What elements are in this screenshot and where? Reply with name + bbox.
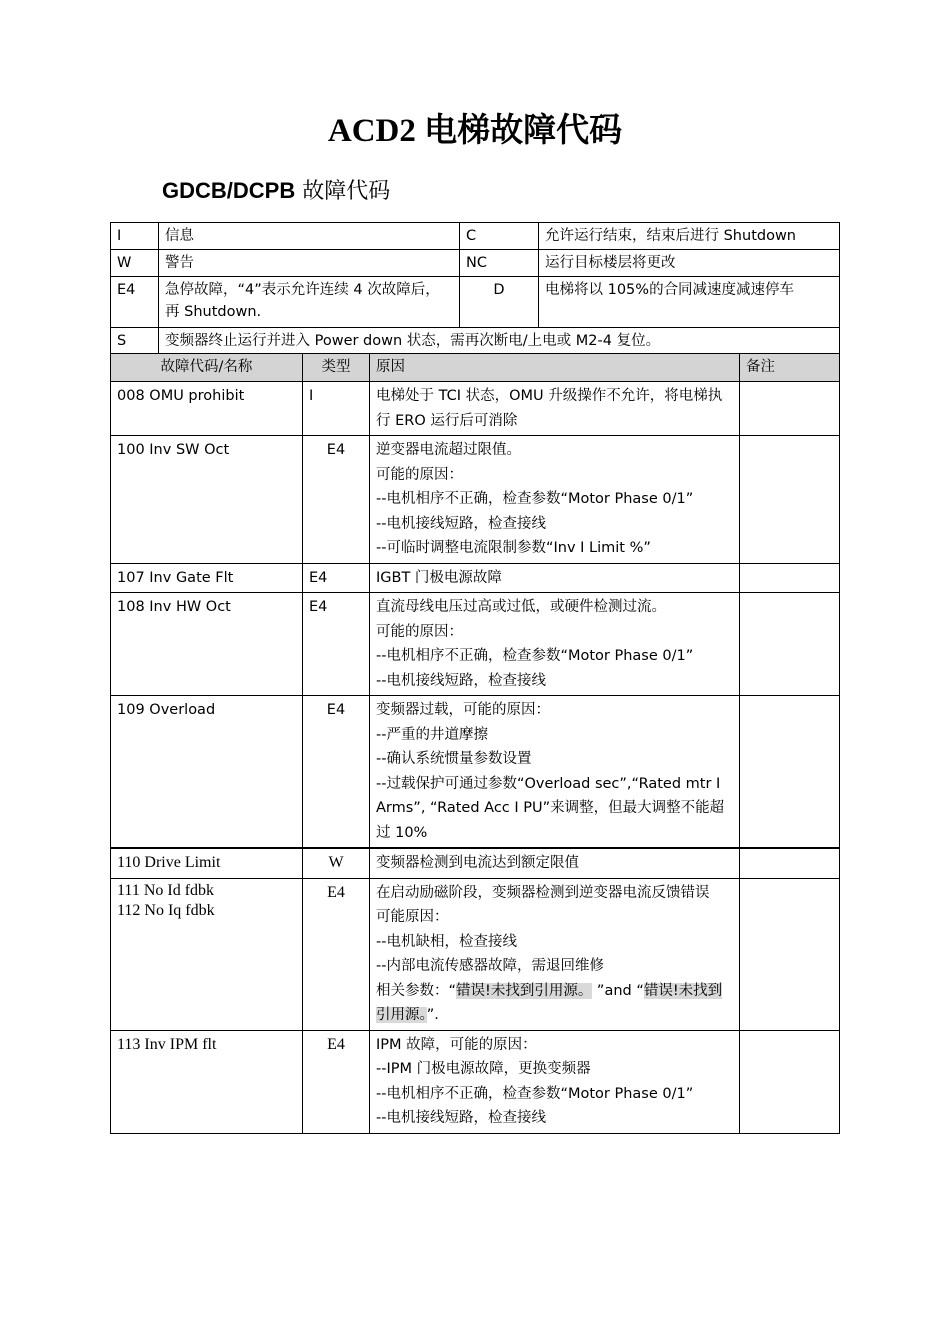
legend-desc: 允许运行结束，结束后进行 Shutdown <box>539 223 840 250</box>
table-row <box>111 593 840 696</box>
table-row <box>111 563 840 593</box>
fault-type: E4 <box>303 593 370 696</box>
legend-desc: 信息 <box>159 223 460 250</box>
legend-code: S <box>111 328 159 355</box>
legend-desc: 运行目标楼层将更改 <box>539 250 840 277</box>
fault-cause: IPM 故障，可能的原因： --IPM 门极电源故障，更换变频器 --电机相序不正确，检查参数“Motor Phase 0/1” --电机接线短路，检查接线 <box>370 1030 740 1133</box>
fault-note <box>740 436 840 564</box>
legend-code: D <box>460 277 539 328</box>
fault-type: I <box>303 382 370 436</box>
fault-note <box>740 382 840 436</box>
fault-cause: 直流母线电压过高或过低，或硬件检测过流。 可能的原因： --电机相序不正确，检查参数“Motor Phase 0/1” --电机接线短路，检查接线 <box>370 593 740 696</box>
table-row <box>111 696 840 849</box>
legend-row <box>111 277 840 328</box>
fault-note <box>740 696 840 849</box>
fault-cause: 逆变器电流超过限值。 可能的原因： --电机相序不正确，检查参数“Motor Phase 0/1” --电机接线短路，检查接线 --可临时调整电流限制参数“Inv I Limit %” <box>370 436 740 564</box>
legend-code: C <box>460 223 539 250</box>
section-title <box>162 174 390 205</box>
legend-desc: 急停故障，“4”表示允许连续 4 次故障后，再 Shutdown. <box>159 277 460 328</box>
legend-code: I <box>111 223 159 250</box>
broken-reference: 错误!未找到引用源。 <box>456 982 593 999</box>
fault-note <box>740 848 840 878</box>
legend-row <box>111 328 840 355</box>
fault-cause: 电梯处于 TCI 状态，OMU 升级操作不允许，将电梯执行 ERO 运行后可消除 <box>370 382 740 436</box>
table-row <box>111 848 840 878</box>
table-row <box>111 382 840 436</box>
fault-table <box>110 353 840 1134</box>
legend-code: E4 <box>111 277 159 328</box>
table-header <box>111 354 840 382</box>
header-note: 备注 <box>740 354 840 382</box>
legend-row <box>111 250 840 277</box>
fault-name: 108 Inv HW Oct <box>111 593 303 696</box>
legend-table <box>110 222 840 355</box>
fault-cause: 变频器过载，可能的原因： --严重的井道摩擦 --确认系统惯量参数设置 --过载保护可通过参数“Overload sec”,“Rated mtr I Arms”, “Rated Acc I PU”来调整，但最大调整不能超过 10% <box>370 696 740 849</box>
fault-type: E4 <box>303 563 370 593</box>
fault-note <box>740 878 840 1030</box>
fault-note <box>740 593 840 696</box>
fault-name: 113 Inv IPM flt <box>111 1030 303 1133</box>
page-title: ACD2 电梯故障代码 <box>327 113 623 149</box>
legend-desc: 电梯将以 105%的合同减速度减速停车 <box>539 277 840 328</box>
fault-note <box>740 1030 840 1133</box>
section-title-text: 故障代码 <box>295 179 391 204</box>
fault-type: W <box>303 848 370 878</box>
legend-desc: 变频器终止运行并进入 Power down 状态，需再次断电/上电或 M2-4 复位。 <box>159 328 840 355</box>
fault-type: E4 <box>303 878 370 1030</box>
fault-name: 100 Inv SW Oct <box>111 436 303 564</box>
fault-type: E4 <box>303 696 370 849</box>
fault-type: E4 <box>303 436 370 564</box>
table-row <box>111 436 840 564</box>
fault-cause: IGBT 门极电源故障 <box>370 563 740 593</box>
fault-note <box>740 563 840 593</box>
header-name: 故障代码/名称 <box>111 354 303 382</box>
fault-name: 110 Drive Limit <box>111 848 303 878</box>
fault-name: 109 Overload <box>111 696 303 849</box>
header-type: 类型 <box>303 354 370 382</box>
fault-name: 008 OMU prohibit <box>111 382 303 436</box>
fault-cause: 在启动励磁阶段，变频器检测到逆变器电流反馈错误 可能原因： --电机缺相，检查接线 --内部电流传感器故障，需退回维修 相关参数：“错误!未找到引用源。 ”and “错误!未找到引用源。”. <box>370 878 740 1030</box>
table-row <box>111 878 840 1030</box>
legend-row <box>111 223 840 250</box>
fault-name: 107 Inv Gate Flt <box>111 563 303 593</box>
broken-reference: 错误!未找到引用源。 <box>376 982 723 1023</box>
legend-desc: 警告 <box>159 250 460 277</box>
table-row <box>111 1030 840 1133</box>
fault-name: 111 No Id fdbk 112 No Iq fdbk <box>111 878 303 1030</box>
section-title-code: GDCB/DCPB <box>162 178 296 203</box>
fault-cause: 变频器检测到电流达到额定限值 <box>370 848 740 878</box>
legend-code: W <box>111 250 159 277</box>
fault-type: E4 <box>303 1030 370 1133</box>
header-cause: 原因 <box>370 354 740 382</box>
legend-code: NC <box>460 250 539 277</box>
